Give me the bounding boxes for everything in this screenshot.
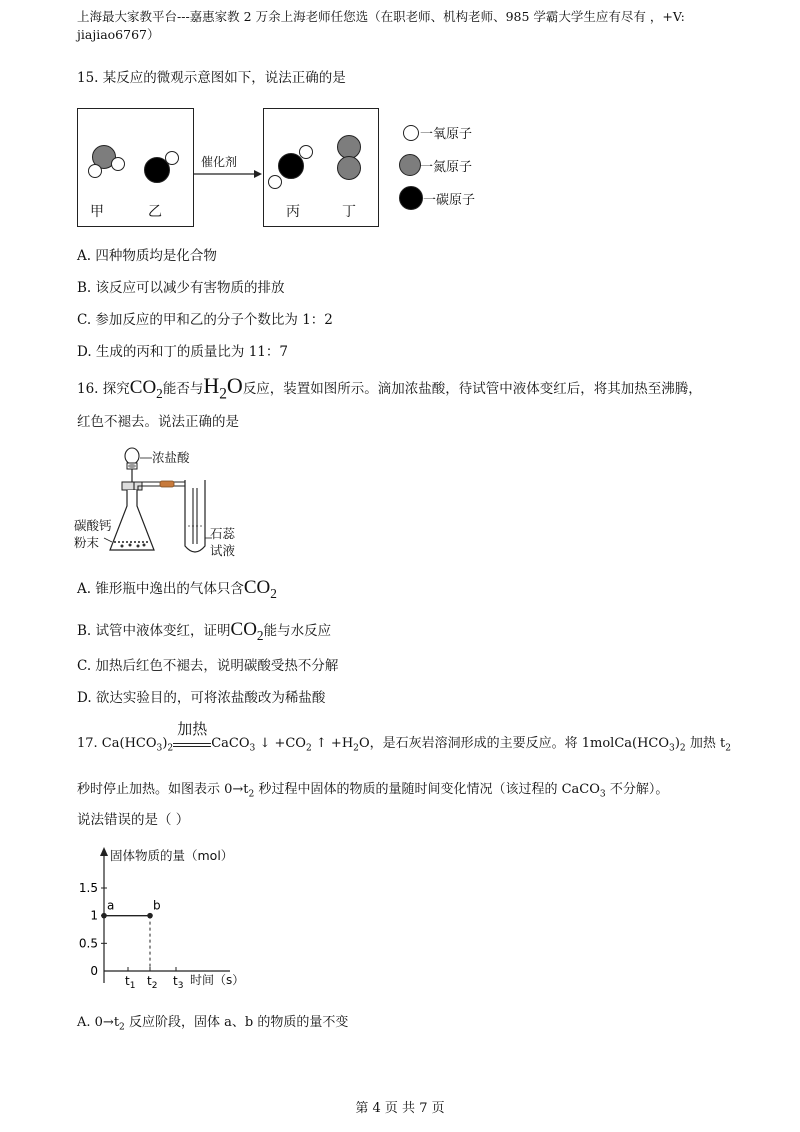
q15-option-b: B. 该反应可以减少有害物质的排放	[77, 280, 285, 296]
condition-text: 加热	[177, 720, 208, 738]
box-label-yi: 乙	[148, 204, 162, 220]
product-box	[263, 108, 379, 227]
question-16-stem	[77, 373, 702, 404]
q17-text: 秒时停止加热。如图表示 0→t	[77, 782, 249, 797]
header-line-2: jiajiao6767）	[77, 27, 160, 42]
box-label-jia: 甲	[90, 204, 104, 220]
x-tick-label: $t_3$	[173, 974, 184, 991]
h2o-formula	[203, 373, 243, 403]
chart-ylabel: 固体物质的量（mol）	[110, 848, 234, 863]
nitrogen-legend-icon	[399, 154, 421, 176]
page-footer: 第 4 页 共 7 页	[355, 1101, 445, 1116]
q17-text: ↑ +H	[311, 736, 354, 751]
question-16-stem-line2: 红色不褪去。说法正确的是	[77, 414, 239, 430]
q15-option-d: D. 生成的丙和丁的质量比为 11：7	[77, 344, 288, 360]
q17-a-sub: 2	[119, 1022, 125, 1033]
oxygen-atom	[299, 145, 313, 159]
oxygen-atom	[88, 164, 102, 178]
x-tick-label: $t_1$	[125, 974, 136, 991]
co2-sub: 2	[156, 385, 163, 401]
q16-b-text: 能与水反应	[263, 623, 332, 639]
q17-sub: 3	[156, 743, 163, 754]
q17-text: )	[162, 736, 168, 751]
q17-a-text: 反应阶段，固体 a、b 的物质的量不变	[124, 1015, 349, 1030]
q16-option-c: C. 加热后红色不褪去，说明碳酸受热不分解	[77, 658, 339, 674]
q16-option-a	[77, 578, 277, 604]
q17-text: ↓ +CO	[255, 736, 306, 751]
catalyst-label: 催化剂	[201, 155, 238, 169]
q17-text: 秒过程中固体的物质的量随时间变化情况（该过程的 CaCO	[254, 782, 600, 797]
q16-apparatus-figure	[72, 446, 252, 566]
q15-reaction-diagram	[77, 108, 527, 228]
oxygen-atom	[268, 175, 282, 189]
label-hydrochloric-acid: 浓盐酸	[152, 450, 190, 465]
co2-text: CO	[243, 577, 271, 598]
y-tick-label: 1	[90, 908, 98, 923]
q17-sub: 2	[353, 743, 359, 754]
legend-oxygen: 一氧原子	[420, 127, 473, 142]
legend-carbon: 一碳原子	[423, 193, 476, 208]
x-tick-label: $t_2$	[147, 974, 158, 991]
question-15-stem: 15. 某反应的微观示意图如下，说法正确的是	[77, 70, 346, 86]
q17-text: 加热 t	[685, 736, 726, 751]
oxygen-atom	[165, 151, 179, 165]
q17-sub: 2	[305, 743, 312, 754]
q17-text: 17. Ca(HCO	[77, 736, 157, 751]
q17-sub: 2	[167, 743, 174, 754]
q17-sub: 3	[249, 743, 256, 754]
legend-nitrogen: 一氮原子	[420, 160, 473, 175]
oxygen-legend-icon	[403, 125, 419, 141]
label-caco3-1: 碳酸钙	[74, 518, 112, 533]
carbon-legend-icon	[399, 186, 423, 210]
question-17-line2	[77, 780, 668, 805]
q17-sub: 3	[599, 789, 606, 800]
reaction-condition	[173, 720, 211, 747]
q17-text: )	[674, 736, 680, 751]
q17-sub: 2	[725, 743, 732, 754]
q16-a-text: A. 锥形瓶中逸出的气体只含	[77, 581, 244, 597]
q17-text: 不分解）。	[605, 782, 669, 797]
co2-text: CO	[230, 619, 257, 640]
co2-formula	[230, 619, 264, 643]
co2-text: CO	[129, 377, 157, 398]
q16-stem-part: 能否与	[162, 381, 204, 397]
q17-option-a	[77, 1013, 348, 1038]
q17-sub: 2	[679, 743, 686, 754]
oxygen-atom	[111, 157, 125, 171]
nitrogen-atom	[337, 156, 361, 180]
q17-sub: 2	[248, 789, 255, 800]
box-label-bing: 丙	[286, 204, 300, 220]
point-label-b: b	[153, 898, 161, 913]
q17-text: CaCO	[211, 736, 250, 751]
q17-text: O，是石灰岩溶洞形成的主要反应。将 1molCa(HCO	[358, 736, 670, 751]
q16-b-text: B. 试管中液体变红，证明	[77, 623, 231, 639]
co2-sub: 2	[256, 627, 264, 643]
header-line-1: 上海最大家教平台---嘉惠家教 2 万余上海老师任您选（在职老师、机构老师、985 学霸大学生应有尽有 ，+V:	[77, 9, 685, 24]
y-tick-label: 0	[90, 964, 98, 978]
co2-formula	[129, 377, 163, 401]
box-label-ding: 丁	[342, 204, 356, 220]
chart-xlabel: 时间（s）	[190, 973, 245, 987]
page-header	[77, 8, 737, 44]
q17-a-text: A. 0→t	[77, 1015, 120, 1030]
h2o-sub: 2	[219, 385, 227, 403]
q16-stem-part: 反应，装置如图所示。滴加浓盐酸，待试管中液体变红后，将其加热至沸腾，	[242, 381, 702, 397]
co2-sub: 2	[270, 585, 277, 601]
h2o-h: H	[203, 373, 220, 398]
point-label-a: a	[107, 898, 115, 913]
q17-chart	[70, 843, 300, 993]
q16-option-b	[77, 620, 331, 646]
question-17-line1	[77, 720, 732, 759]
y-tick-label: 0.5	[78, 936, 98, 951]
equals-sign	[173, 743, 211, 747]
label-litmus-1: 石蕊	[210, 526, 236, 541]
reactant-box	[77, 108, 194, 227]
chart-svg	[70, 843, 300, 993]
data-point-b	[147, 913, 153, 919]
co2-formula	[243, 577, 277, 601]
q17-sub: 3	[669, 743, 675, 754]
data-point-a	[101, 913, 107, 919]
q15-option-c: C. 参加反应的甲和乙的分子个数比为 1：2	[77, 312, 333, 328]
q16-option-d: D. 欲达实验目的，可将浓盐酸改为稀盐酸	[77, 690, 326, 706]
q15-option-a: A. 四种物质均是化合物	[77, 248, 217, 264]
y-tick-label: 1.5	[78, 881, 98, 895]
label-caco3-2: 粉末	[74, 535, 100, 550]
y-axis-arrow	[100, 847, 108, 856]
q16-stem-part: 16. 探究	[77, 381, 130, 397]
question-17-line3: 说法错误的是（ ）	[77, 812, 190, 828]
h2o-o: O	[226, 373, 243, 398]
label-litmus-2: 试液	[210, 543, 236, 558]
reaction-arrow	[192, 168, 264, 180]
